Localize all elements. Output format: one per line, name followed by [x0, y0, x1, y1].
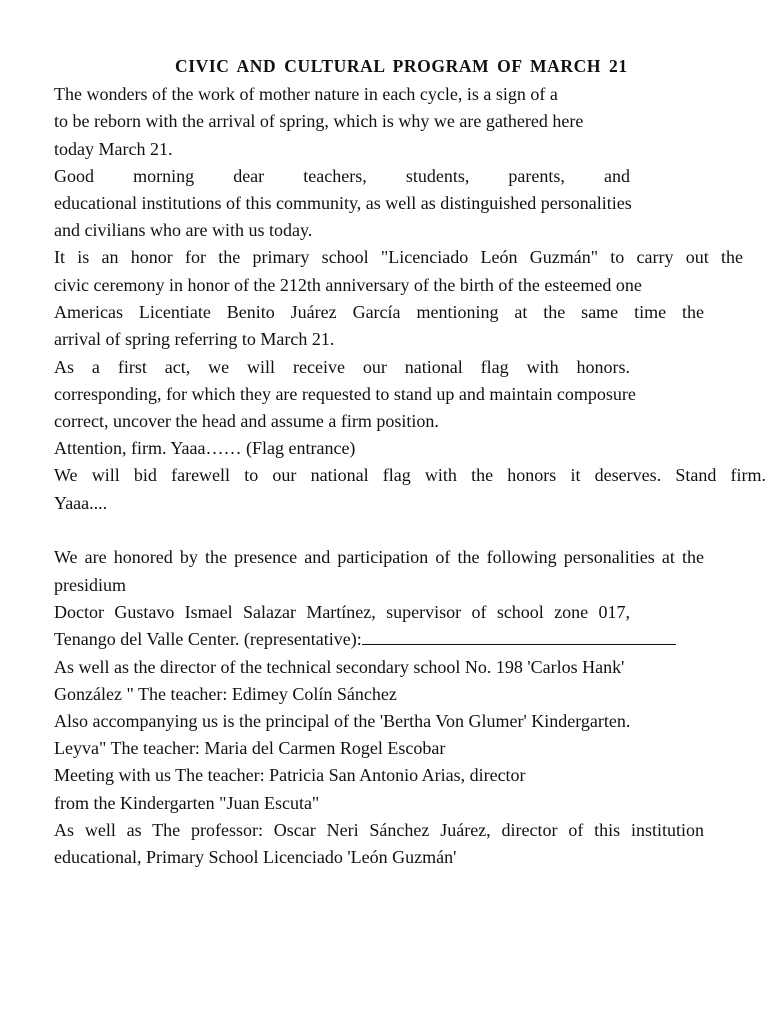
text-line: Attention, firm. Yaaa…… (Flag entrance)	[54, 438, 356, 458]
text-line: Leyva" The teacher: Maria del Carmen Rogel Escobar	[54, 738, 446, 758]
text-line: and civilians who are with us today.	[54, 220, 313, 240]
text-line: The wonders of the work of mother nature in each cycle, is a sign of a	[54, 84, 558, 104]
text-line: today March 21.	[54, 139, 173, 159]
text-line: As a first act, we will receive our national flag with honors.	[54, 357, 630, 377]
text-line: As well as the director of the technical secondary school No. 198 'Carlos Hank'	[54, 657, 625, 677]
text-line: Americas Licentiate Benito Juárez García mentioning at the same time the	[54, 302, 704, 322]
text-line: Good morning dear teachers, students, parents, and	[54, 166, 630, 186]
text-line: Yaaa....	[54, 493, 108, 513]
text-line: from the Kindergarten "Juan Escuta"	[54, 793, 320, 813]
text-line: Doctor Gustavo Ismael Salazar Martínez, supervisor of school zone 017,	[54, 602, 630, 622]
text-line: educational institutions of this community, as well as distinguished personalities	[54, 193, 632, 213]
text-line: to be reborn with the arrival of spring, which is why we are gathered here	[54, 111, 584, 131]
text-line: It is an honor for the primary school "Licenciado León Guzmán" to carry out the	[54, 247, 743, 267]
text-line: educational, Primary School Licenciado 'León Guzmán'	[54, 847, 457, 867]
text-line: We will bid farewell to our national flag with the honors it deserves. Stand firm.	[54, 465, 766, 485]
representative-label: Tenango del Valle Center. (representative):	[54, 629, 362, 649]
document-title: CIVIC AND CULTURAL PROGRAM OF MARCH 21	[175, 56, 628, 76]
text-line: As well as The professor: Oscar Neri Sánchez Juárez, director of this institution	[54, 820, 704, 840]
text-line: arrival of spring referring to March 21.	[54, 329, 335, 349]
text-line: Meeting with us The teacher: Patricia San Antonio Arias, director	[54, 765, 526, 785]
text-line-with-blank	[54, 628, 676, 650]
text-line: correct, uncover the head and assume a firm position.	[54, 411, 439, 431]
text-line: corresponding, for which they are requested to stand up and maintain composure	[54, 384, 636, 404]
text-line: We are honored by the presence and participation of the following personalities at the	[54, 547, 704, 567]
text-line: González " The teacher: Edimey Colín Sánchez	[54, 684, 397, 704]
text-line: civic ceremony in honor of the 212th anniversary of the birth of the esteemed one	[54, 275, 642, 295]
text-line: presidium	[54, 575, 126, 595]
fill-in-blank	[362, 630, 676, 645]
text-line: Also accompanying us is the principal of the 'Bertha Von Glumer' Kindergarten.	[54, 711, 631, 731]
